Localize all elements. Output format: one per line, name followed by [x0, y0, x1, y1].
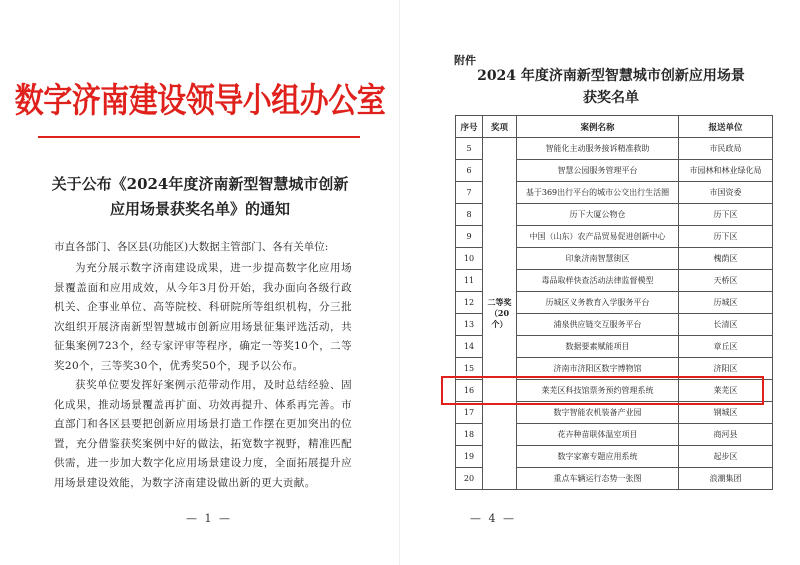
row-unit: 长清区 [679, 314, 773, 336]
row-case-name: 历下大厦公物仓 [517, 204, 679, 226]
row-unit: 市园林和林业绿化局 [679, 160, 773, 182]
attachment-label: 附件 [454, 54, 476, 67]
row-seq: 5 [456, 138, 483, 160]
award-table [455, 115, 773, 490]
row-unit: 商河县 [679, 424, 773, 446]
row-case-name: 济南市济阳区数字博物馆 [517, 358, 679, 380]
row-case-name: 智能化主动服务接诉精准救助 [517, 138, 679, 160]
row-case-name: 莱芜区科技馆票务预约管理系统 [517, 380, 679, 402]
table-body [456, 138, 773, 490]
row-seq: 20 [456, 468, 483, 490]
row-case-name: 智慧公园服务管理平台 [517, 160, 679, 182]
salutation: 市直各部门、各区县(功能区)大数据主管部门、各有关单位: [54, 241, 329, 253]
body-paragraph-1: 为充分展示数字济南建设成果，进一步提高数字化应用场景覆盖面和应用成效，从今年3月份开始，我办面向各级行政机关、企事业单位、高等院校、科研院所等组织机构，分三批次组织开展济南新型智慧城市创新应用场景征集评选活动，共征集案例723个，经专家评审等程序，确定一等奖10个，二等奖20个，三等奖30个，优秀奖50个，现予以公布。 [54, 262, 352, 372]
row-unit: 历城区 [679, 292, 773, 314]
row-unit: 历下区 [679, 204, 773, 226]
row-case-name: 数字智能农机装备产业园 [517, 402, 679, 424]
letterhead: 数字济南建设领导小组办公室 [14, 79, 386, 121]
row-seq: 16 [456, 380, 483, 402]
row-case-name: 历城区义务教育入学服务平台 [517, 292, 679, 314]
notice-title [40, 172, 360, 222]
page-number-right: — 4 — [470, 512, 516, 525]
row-unit: 市国资委 [679, 182, 773, 204]
row-unit: 浪潮集团 [679, 468, 773, 490]
row-case-name: 毒品取样快查活动法律监督模型 [517, 270, 679, 292]
row-case-name: 花卉种苗联体温室项目 [517, 424, 679, 446]
letterhead-rule [38, 136, 360, 138]
row-unit: 钢城区 [679, 402, 773, 424]
row-case-name: 中国（山东）农产品贸易促进创新中心 [517, 226, 679, 248]
page-number-left: — 1 — [186, 512, 232, 525]
table-header-row [456, 116, 773, 138]
row-seq: 11 [456, 270, 483, 292]
row-unit: 槐荫区 [679, 248, 773, 270]
row-seq: 13 [456, 314, 483, 336]
row-case-name: 数据要素赋能项目 [517, 336, 679, 358]
row-unit: 莱芜区 [679, 380, 773, 402]
row-case-name: 数字家寨专题应用系统 [517, 446, 679, 468]
row-seq: 19 [456, 446, 483, 468]
table-title-line2: 获奖名单 [583, 90, 639, 106]
header-award: 奖项 [483, 116, 517, 138]
row-highlight-box [441, 376, 764, 405]
row-seq: 15 [456, 358, 483, 380]
row-case-name: 重点车辆运行态势一张图 [517, 468, 679, 490]
row-seq: 12 [456, 292, 483, 314]
row-unit: 历下区 [679, 226, 773, 248]
table-title [454, 65, 768, 109]
notice-title-line2: 应用场景获奖名单》的通知 [109, 200, 290, 218]
table-row [456, 138, 773, 160]
header-unit: 报送单位 [679, 116, 773, 138]
row-seq: 10 [456, 248, 483, 270]
header-case-name: 案例名称 [517, 116, 679, 138]
table-title-line1: 2024 年度济南新型智慧城市创新应用场景 [477, 68, 745, 84]
row-seq: 7 [456, 182, 483, 204]
row-seq: 17 [456, 402, 483, 424]
row-unit: 起步区 [679, 446, 773, 468]
header-seq: 序号 [456, 116, 483, 138]
row-seq: 14 [456, 336, 483, 358]
row-unit: 市民政局 [679, 138, 773, 160]
row-seq: 8 [456, 204, 483, 226]
row-seq: 6 [456, 160, 483, 182]
notice-title-line1: 关于公布《2024年度济南新型智慧城市创新 [51, 175, 349, 193]
row-case-name: 浦泉供应链交互服务平台 [517, 314, 679, 336]
row-unit: 章丘区 [679, 336, 773, 358]
award-group-cell: 二等奖（20 个） [483, 138, 517, 490]
row-case-name: 印象济南智慧街区 [517, 248, 679, 270]
row-seq: 18 [456, 424, 483, 446]
row-seq: 9 [456, 226, 483, 248]
row-case-name: 基于369出行平台的城市公交出行生活圈 [517, 182, 679, 204]
body-paragraph-2: 获奖单位要发挥好案例示范带动作用，及时总结经验、固化成果，推动场景覆盖再扩面、功效再提升、体系再完善。市直部门和各区县要把创新应用场景打造工作摆在更加突出的位置，充分借鉴获奖案例中好的做法，拓宽数字视野，精准匹配供需，进一步加大数字化应用场景建设力度，全面拓展提升应用场景建设效能，为数字济南建设做出新的更大贡献。 [54, 379, 352, 489]
row-unit: 济阳区 [679, 358, 773, 380]
row-unit: 天桥区 [679, 270, 773, 292]
page-divider [399, 0, 400, 565]
